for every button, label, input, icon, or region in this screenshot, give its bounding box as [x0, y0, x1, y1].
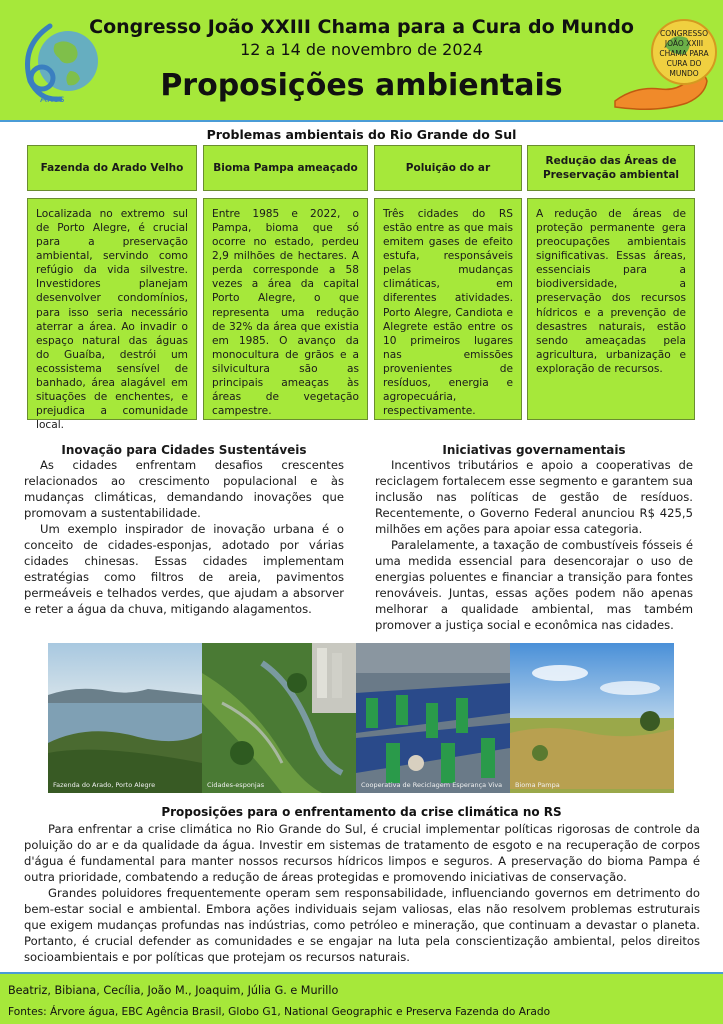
lake-landscape-photo-icon	[48, 643, 202, 793]
proposals-paragraph: Para enfrentar a crise climática no Rio Grande do Sul, é crucial implementar políticas rigorosas de controle da poluição do ar e da qualidade da água. Investir em sistemas de tratamento de esgoto e na recuperação de corpos d'água é fundamental para manter nossos recursos hídricos limpos e seguros. A preservação do bioma Pampa é outra prioridade, combatendo a redução de áreas protegidas e promovendo iniciativas de conservação.	[24, 822, 700, 884]
photo-pampa	[510, 643, 674, 793]
government-text	[375, 458, 693, 634]
svg-text:CONGRESSO: CONGRESSO	[660, 29, 708, 38]
card-heading-air: Poluição do ar	[374, 145, 522, 191]
logo-years-label: Anos	[40, 94, 65, 105]
card-text-preservation: A redução de áreas de proteção permanente gera preocupações ambientais significativas. Essas áreas, essenciais para a biodiversidade, a preservação dos recursos hídricos e a prevenção de desastres naturais, estão sendo ameaçadas pela agricultura, urbanização e exploração de recursos.	[527, 198, 695, 420]
sponge-city-photo-icon	[202, 643, 356, 793]
card-heading-arado: Fazenda do Arado Velho	[27, 145, 197, 191]
problems-section-title: Problemas ambientais do Rio Grande do Sul	[206, 127, 517, 142]
poster-footer	[0, 972, 723, 1024]
photo-caption: Bioma Pampa	[515, 781, 560, 789]
svg-text:CURA DO: CURA DO	[666, 59, 702, 68]
card-text-pampa: Entre 1985 e 2022, o Pampa, bioma que só ocorre no estado, perdeu 2,9 milhões de hectares. A perda corresponde a 58 vezes a área da capital Porto Alegre, o que representa uma redução de 32% da área que existia em 1985. O avanço da monocultura de grãos e a silvicultura são as principais ameaças às áreas de vegetação campestre.	[203, 198, 368, 420]
sources-line: Fontes: Árvore água, EBC Agência Brasil, Globo G1, National Geographic e Preserva Fazenda do Arado	[8, 1006, 551, 1018]
card-text-arado: Localizada no extremo sul de Porto Alegre, é crucial para a preservação ambiental, servindo como refúgio da vida silvestre. Investidores planejam desenvolver condomínios, para isso seria necessário aterrar a área. Ao invadir o espaço natural das águas do Guaíba, destrói um ecossistema sensível de banhado, área alagável em situações de enchentes, e prejudica a comunidade local.	[27, 198, 197, 420]
page-title: Proposições ambientais	[160, 68, 563, 103]
innovation-text	[24, 458, 344, 618]
congress-title: Congresso João XXIII Chama para a Cura do Mundo	[89, 16, 634, 38]
hand-earth-logo-icon	[610, 6, 720, 116]
photo-caption: Fazenda do Arado, Porto Alegre	[53, 781, 156, 789]
svg-text:MUNDO: MUNDO	[669, 69, 699, 78]
photo-caption: Cidades-esponjas	[207, 781, 265, 789]
pampa-field-photo-icon	[510, 643, 674, 793]
authors-line: Beatriz, Bibiana, Cecília, João M., Joaquim, Júlia G. e Murillo	[8, 984, 339, 997]
proposals-text	[24, 822, 700, 966]
innovation-title: Inovação para Cidades Sustentáveis	[61, 443, 307, 457]
photo-caption: Cooperativa de Reciclagem Esperança Viva	[361, 781, 503, 789]
poster-header	[0, 0, 723, 122]
government-paragraph: Paralelamente, a taxação de combustíveis fósseis é uma medida essencial para desencorajar o uso de energias poluentes e financiar a transição para fontes renováveis. Juntas, essas ações podem não apenas melhorar a qualidade ambiental, mas também promover a justiça social e econômica nas cidades.	[375, 537, 693, 632]
recycling-cooperative-photo-icon	[356, 643, 510, 793]
card-heading-pampa: Bioma Pampa ameaçado	[203, 145, 368, 191]
congress-date: 12 a 14 de novembro de 2024	[240, 40, 483, 59]
proposals-paragraph: Grandes poluidores frequentemente operam sem responsabilidade, influenciando governos em detrimento do bem-estar social e ambiental. Embora ações individuais sejam valiosas, elas não resolvem problemas estruturais que exigem mudanças profundas nas indústrias, como petróleo e mineração, que continuam a devastar o planeta. Portanto, é crucial defender as comunidades e se engajar na luta pela conscientização ambiental, pelos direitos socioambientais e por políticas que protejam os recursos naturais.	[24, 885, 700, 964]
photo-arado	[48, 643, 202, 793]
svg-text:JOÃO XXIII: JOÃO XXIII	[664, 39, 704, 48]
government-title: Iniciativas governamentais	[442, 443, 626, 457]
photo-sponge-city	[202, 643, 356, 793]
innovation-paragraph: As cidades enfrentam desafios crescentes relacionados ao crescimento populacional e às mudanças climáticas, demandando inovações que promovam a sustentabilidade.	[24, 458, 344, 520]
card-text-air: Três cidades do RS estão entre as que mais emitem gases de efeito estufa, responsáveis pelas mudanças climáticas, em diferentes atividades. Porto Alegre, Candiota e Alegrete estão entre os 10 primeiros lugares nas emissões provenientes de resíduos, energia e agropecuária, respectivamente.	[374, 198, 522, 420]
innovation-paragraph: Um exemplo inspirador de inovação urbana é o conceito de cidades-esponjas, adotado por várias cidades chinesas. Essas cidades implementam estratégias como filtros de areia, pavimentos permeáveis e telhados verdes, que ajudam a absorver e reter a água da chuva, mitigando alagamentos.	[24, 521, 344, 616]
photo-recycling	[356, 643, 510, 793]
svg-text:CHAMA PARA: CHAMA PARA	[659, 49, 709, 58]
government-paragraph: Incentivos tributários e apoio a cooperativas de reciclagem fortalecem esse segmento e garantem sua inclusão nas políticas de gestão de resíduos. Recentemente, o Governo Federal anunciou R$ 425,5 milhões em ações para apoiar essa categoria.	[375, 458, 693, 536]
card-heading-preservation: Redução das Áreas de Preservação ambiental	[527, 145, 695, 191]
proposals-title: Proposições para o enfrentamento da crise climática no RS	[161, 805, 562, 819]
